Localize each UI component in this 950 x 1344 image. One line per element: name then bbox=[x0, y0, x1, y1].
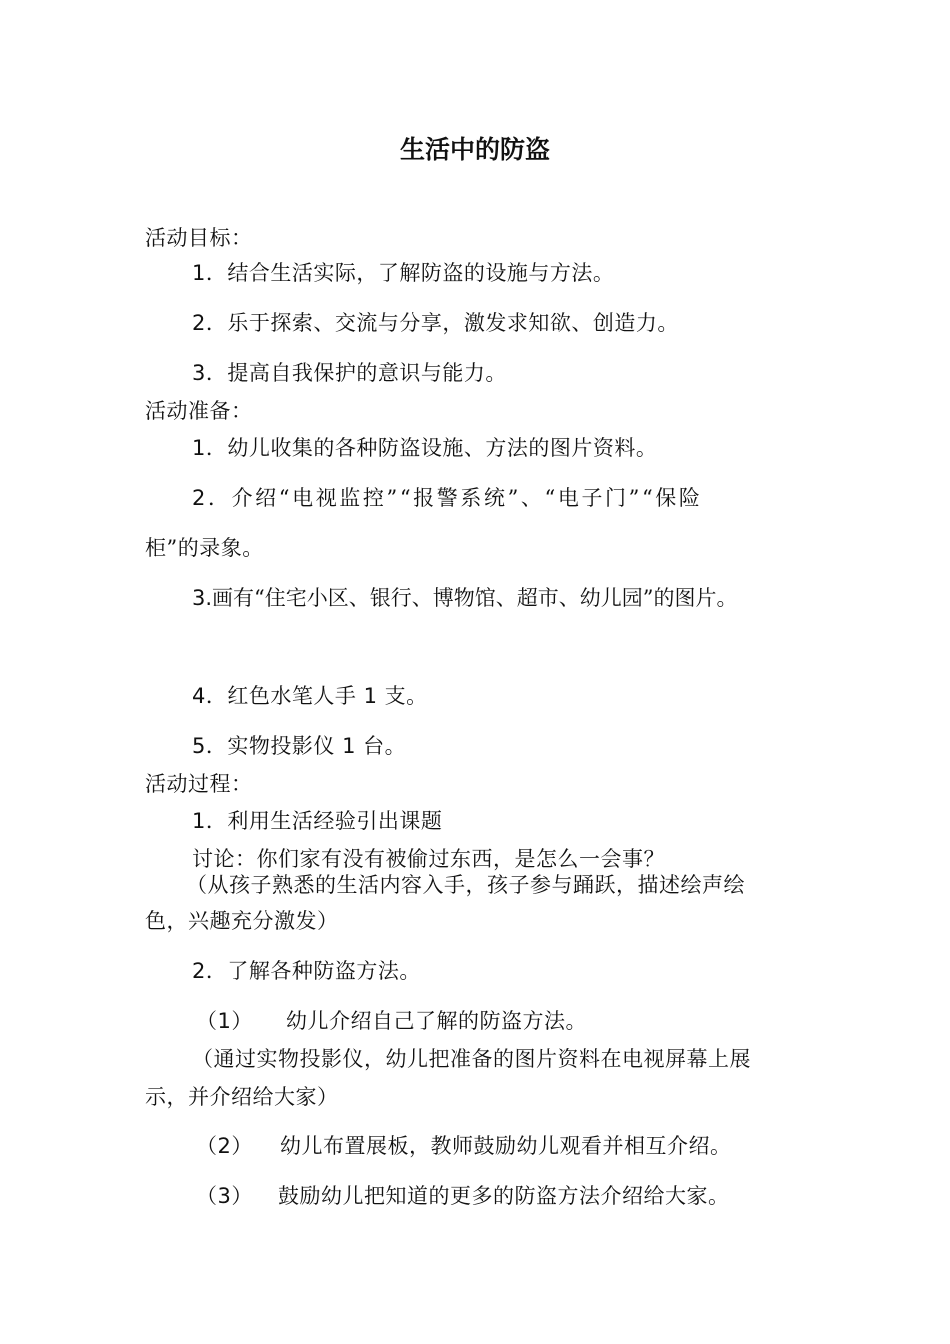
sub-step-number: （1） bbox=[196, 1009, 253, 1033]
goal-item-text: 提高自我保护的意识与能力。 bbox=[227, 361, 507, 385]
prep-item-5 bbox=[192, 733, 406, 759]
prep-item-2 bbox=[192, 485, 703, 511]
prep-item-text: 实物投影仪 bbox=[227, 734, 335, 758]
prep-item-number: 2． bbox=[192, 486, 232, 510]
prep-item-text-end: 台。 bbox=[363, 734, 407, 758]
note-2-line-2: 示，并介绍给大家） bbox=[145, 1085, 339, 1109]
document-title: 生活中的防盗 bbox=[399, 135, 550, 164]
goal-item-text: 结合生活实际，了解防盗的设施与方法。 bbox=[227, 261, 615, 285]
process-step-text: 利用生活经验引出课题 bbox=[227, 809, 443, 833]
sub-step-2 bbox=[196, 1133, 732, 1159]
process-step-text: 了解各种防盗方法。 bbox=[227, 959, 421, 983]
sub-step-number: （3） bbox=[196, 1184, 253, 1208]
note-2-line-1: （通过实物投影仪，幼儿把准备的图片资料在电视屏幕上展 bbox=[192, 1047, 751, 1071]
note-1-line-1: （从孩子熟悉的生活内容入手，孩子参与踊跃，描述绘声绘 bbox=[186, 873, 745, 897]
discussion-line: 讨论：你们家有没有被偷过东西，是怎么一会事？ bbox=[192, 847, 665, 871]
goal-item-number: 1． bbox=[192, 261, 228, 285]
prep-item-text: 介绍“电视监控”“报警系统”、“电子门”“保险 bbox=[231, 486, 703, 510]
prep-item-number: 3. bbox=[192, 586, 213, 610]
prep-item-4 bbox=[192, 683, 428, 709]
prep-item-number: 5． bbox=[192, 734, 228, 758]
prep-item-text: 幼儿收集的各种防盗设施、方法的图片资料。 bbox=[227, 436, 658, 460]
prep-item-number: 1． bbox=[192, 436, 228, 460]
prep-item-text-end: 支。 bbox=[384, 684, 428, 708]
process-heading: 活动过程： bbox=[145, 772, 253, 796]
process-step-number: 2． bbox=[192, 959, 228, 983]
sub-step-text: 鼓励幼儿把知道的更多的防盗方法介绍给大家。 bbox=[278, 1184, 730, 1208]
prep-item-1 bbox=[192, 435, 657, 461]
goal-item-number: 3． bbox=[192, 361, 228, 385]
goal-item-number: 2． bbox=[192, 311, 228, 335]
goal-item-3 bbox=[192, 360, 507, 386]
sub-step-1 bbox=[196, 1008, 587, 1034]
prep-item-quantity: 1 bbox=[342, 734, 356, 758]
prep-item-2-continued: 柜”的录象。 bbox=[145, 536, 264, 560]
process-step-2 bbox=[192, 958, 421, 984]
goal-item-1 bbox=[192, 260, 614, 286]
prep-heading: 活动准备： bbox=[145, 399, 253, 423]
prep-item-number: 4． bbox=[192, 684, 228, 708]
sub-step-text: 幼儿介绍自己了解的防盗方法。 bbox=[286, 1009, 587, 1033]
process-step-number: 1． bbox=[192, 809, 228, 833]
sub-step-number: （2） bbox=[196, 1134, 253, 1158]
goal-item-text: 乐于探索、交流与分享，激发求知欲、创造力。 bbox=[227, 311, 679, 335]
goals-heading: 活动目标： bbox=[145, 226, 253, 250]
note-1-line-2: 色，兴趣充分激发） bbox=[145, 909, 339, 933]
sub-step-text: 幼儿布置展板，教师鼓励幼儿观看并相互介绍。 bbox=[280, 1134, 732, 1158]
process-step-1 bbox=[192, 808, 442, 834]
prep-item-text: 画有“住宅小区、银行、博物馆、超市、幼儿园”的图片。 bbox=[212, 586, 738, 610]
prep-item-quantity: 1 bbox=[363, 684, 378, 708]
prep-item-3 bbox=[192, 585, 738, 611]
goal-item-2 bbox=[192, 310, 679, 336]
sub-step-3 bbox=[196, 1183, 730, 1209]
prep-item-text: 红色水笔人手 bbox=[227, 684, 357, 708]
